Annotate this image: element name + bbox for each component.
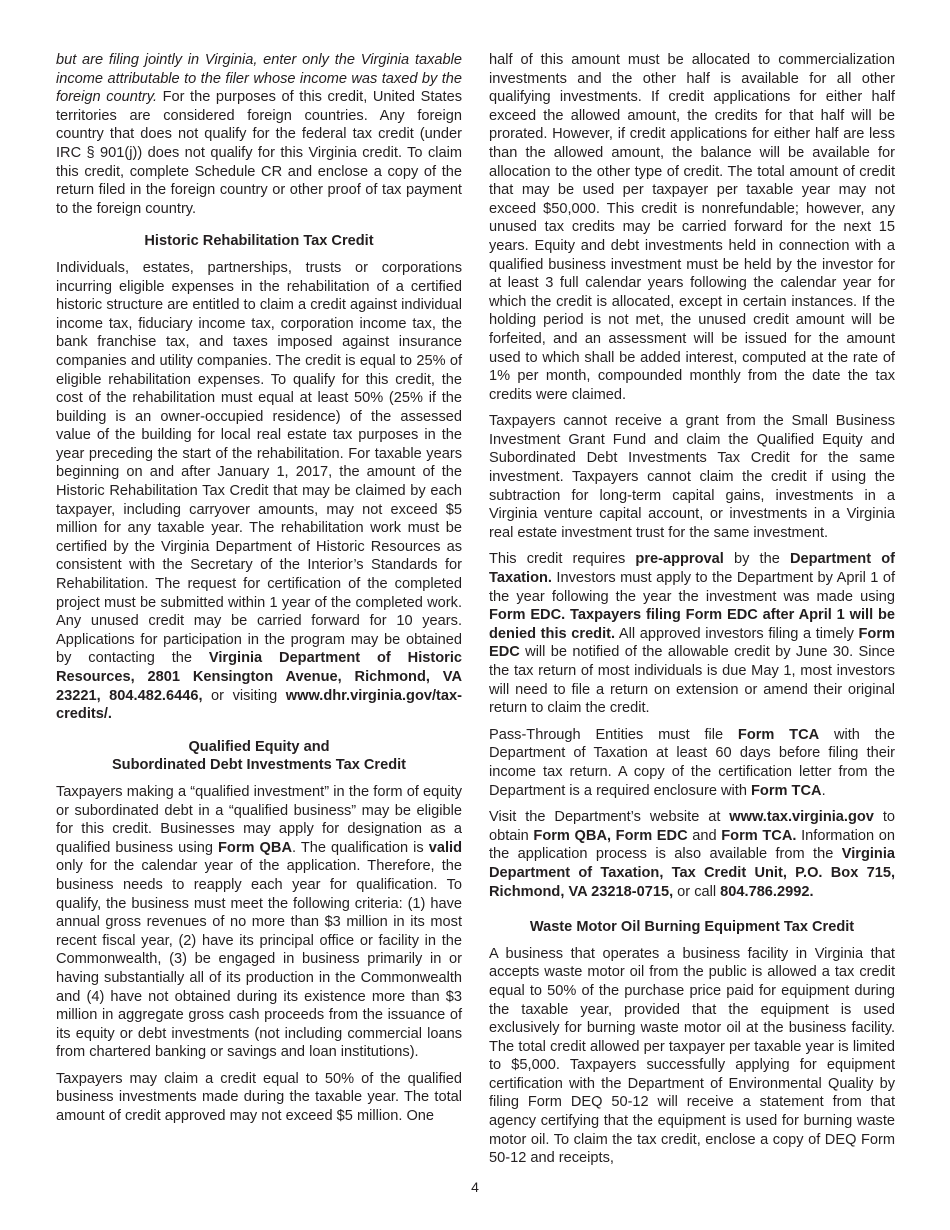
- left-column: [56, 51, 462, 1134]
- website-paragraph: Visit the Department’s website at www.tax.virginia.gov to obtain Form QBA, Form EDC and Form TCA. Information on the application process is also available from the Virginia Department of Taxation, Tax Credit Unit, P.O. Box 715, Richmond, VA 23218-0715, or call 804.786.2992.: [489, 809, 895, 900]
- tax-credit-unit-address: Virginia Department of Taxation, Tax Credit Unit, P.O. Box 715, Richmond, VA 23218-0715,: [489, 846, 895, 900]
- foreign-credit-paragraph: but are filing jointly in Virginia, enter only the Virginia taxable income attributable to the filer whose income was taxed by the foreign country. For the purposes of this credit, United States territories are considered foreign countries. Any foreign country that does not qualify for the federal tax credit (under IRC § 901(j)) does not qualify for this Virginia credit. To claim this credit, complete Schedule CR and enclose a copy of the return filed in the foreign country or other proof of tax payment to the foreign country.: [56, 52, 462, 217]
- grant-restriction-paragraph: Taxpayers cannot receive a grant from the Small Business Investment Grant Fund and claim the Qualified Equity and Subordinated Debt Investments Tax Credit for the same investment. Taxpayers cannot claim the credit if using the subtraction for long-term capital gains, investments in a Virginia venture capital account, or investments in a Virginia real estate investment trust for the same investment.: [489, 413, 895, 541]
- right-column: [489, 51, 895, 1176]
- historic-rehab-heading: Historic Rehabilitation Tax Credit: [144, 233, 374, 250]
- historic-rehab-paragraph: Individuals, estates, partnerships, trusts or corporations incurring eligible expenses in the rehabilitation of a certified historic structure are entitled to claim a credit against individual income tax, fiduciary income tax, corporation income tax, the bank franchise tax, and taxes imposed against insurance companies and utility companies. The credit is equal to 25% of eligible rehabilitation expenses. To qualify for this credit, the cost of the rehabilitation must equal at least 50% (25% if the building is an owner-occupied residence) of the assessed value of the building for local real estate tax purposes in the year preceding the start of the rehabilitation. For taxable years beginning on and after January 1, 2017, the amount of the Historic Rehabilitation Tax Credit that may be claimed by each taxpayer, including carryover amounts, may not exceed $5 million for any taxable year. The rehabilitation work must be certified by the Virginia Department of Historic Resources as consistent with the Secretary of the Interior’s Standards for Rehabilitation. The request for certification of the completed project must be submitted within 1 year of the completed work. Any unused credit may be carried forward for 10 years. Applications for participation in the program may be obtained by contacting the Virginia Department of Historic Resources, 2801 Kensington Avenue, Richmond, VA 23221, 804.482.6446, or visiting www.dhr.virginia.gov/tax-credits/.: [56, 259, 462, 723]
- allocation-paragraph: half of this amount must be allocated to commercialization investments and the other half is available for all other qualifying investments. If credit applications for either half exceed the allowed amount, the credits for that half will be prorated. However, if credit applications for either half are less than the allowed amount, the balance will be available for allocation to the other type of credit. The total amount of credit that may be used per taxpayer per taxable year may not exceed $50,000. This credit is nonrefundable; however, any unused tax credits may be carried forward for the next 15 years. Equity and debt investments held in connection with a qualified business investment must be held by the investor for at least 3 full calendar years following the calendar year for which the credit is allocated, except in certain instances. If the holding period is not met, the unused credit amount will be forfeited, and an assessment will be issued for the amount used to which shall be added interest, computed at the rate of 1% per month, compounded monthly from the date the tax credits were claimed.: [489, 52, 895, 403]
- tax-website: www.tax.virginia.gov: [729, 809, 874, 826]
- dhr-website: www.dhr.virginia.gov/tax-credits/.: [56, 687, 462, 723]
- qualified-equity-paragraph-2: Taxpayers may claim a credit equal to 50% of the qualified business investments made during the taxable year. The total amount of credit approved may not exceed $5 million. One: [56, 1070, 462, 1125]
- qualified-equity-heading: Qualified Equity and Subordinated Debt Investments Tax Credit: [111, 738, 407, 774]
- waste-motor-oil-paragraph: A business that operates a business facility in Virginia that accepts waste motor oil from the public is allowed a tax credit equal to 50% of the purchase price paid for equipment during the taxable year, provided that the equipment is used exclusively for burning waste motor oil at the business facility. The total credit allowed per taxpayer per taxable year is limited to $5,000. Taxpayers successfully applying for equipment certification with the Department of Environmental Quality by filing Form DEQ 50-12 will receive a statement from that agency certifying that the equipment is used for burning waste motor oil. To claim the tax credit, enclose a copy of DEQ Form 50-12 and receipts,: [489, 945, 895, 1167]
- page-number: 4: [471, 1179, 479, 1195]
- tax-phone: 804.786.2992.: [720, 883, 814, 900]
- pass-through-paragraph: Pass-Through Entities must file Form TCA with the Department of Taxation at least 60 days before filing their income tax return. A copy of the certification letter from the Department is a required enclosure with Form TCA.: [489, 726, 895, 799]
- waste-motor-oil-heading: Waste Motor Oil Burning Equipment Tax Credit: [529, 919, 855, 936]
- pre-approval-paragraph: This credit requires pre-approval by the Department of Taxation. Investors must apply to the Department by April 1 of the year following the year the investment was made using Form EDC. Taxpayers filing Form EDC after April 1 will be denied this credit. All approved investors filing a timely Form EDC will be notified of the allowable credit by June 30. Since the tax return of most individuals is due May 1, most investors will need to file a return on extension or amend their original return to claim the credit.: [489, 551, 895, 717]
- dhr-address: Virginia Department of Historic Resources, 2801 Kensington Avenue, Richmond, VA 23221, 804.482.6446,: [56, 650, 462, 704]
- qualified-equity-paragraph-1: Taxpayers making a “qualified investment” in the form of equity or subordinated debt in a “qualified business” may be eligible for this credit. Businesses may apply for designation as a qualified business using Form QBA. The qualification is valid only for the calendar year of the application. Therefore, the business needs to reapply each year for qualification. To qualify, the business must meet the following criteria: (1) have annual gross revenues of no more than $3 million in its most recent fiscal year, (2) have its principal office or facility in the Commonwealth, (3) be engaged in business primarily in or having substantially all of its production in the Commonwealth and (4) have not obtained during its existence more than $3 million in aggregate gross cash proceeds from the issuance of its equity or debt investments (not including commercial loans from chartered banking or savings and loan institutions).: [56, 783, 463, 1061]
